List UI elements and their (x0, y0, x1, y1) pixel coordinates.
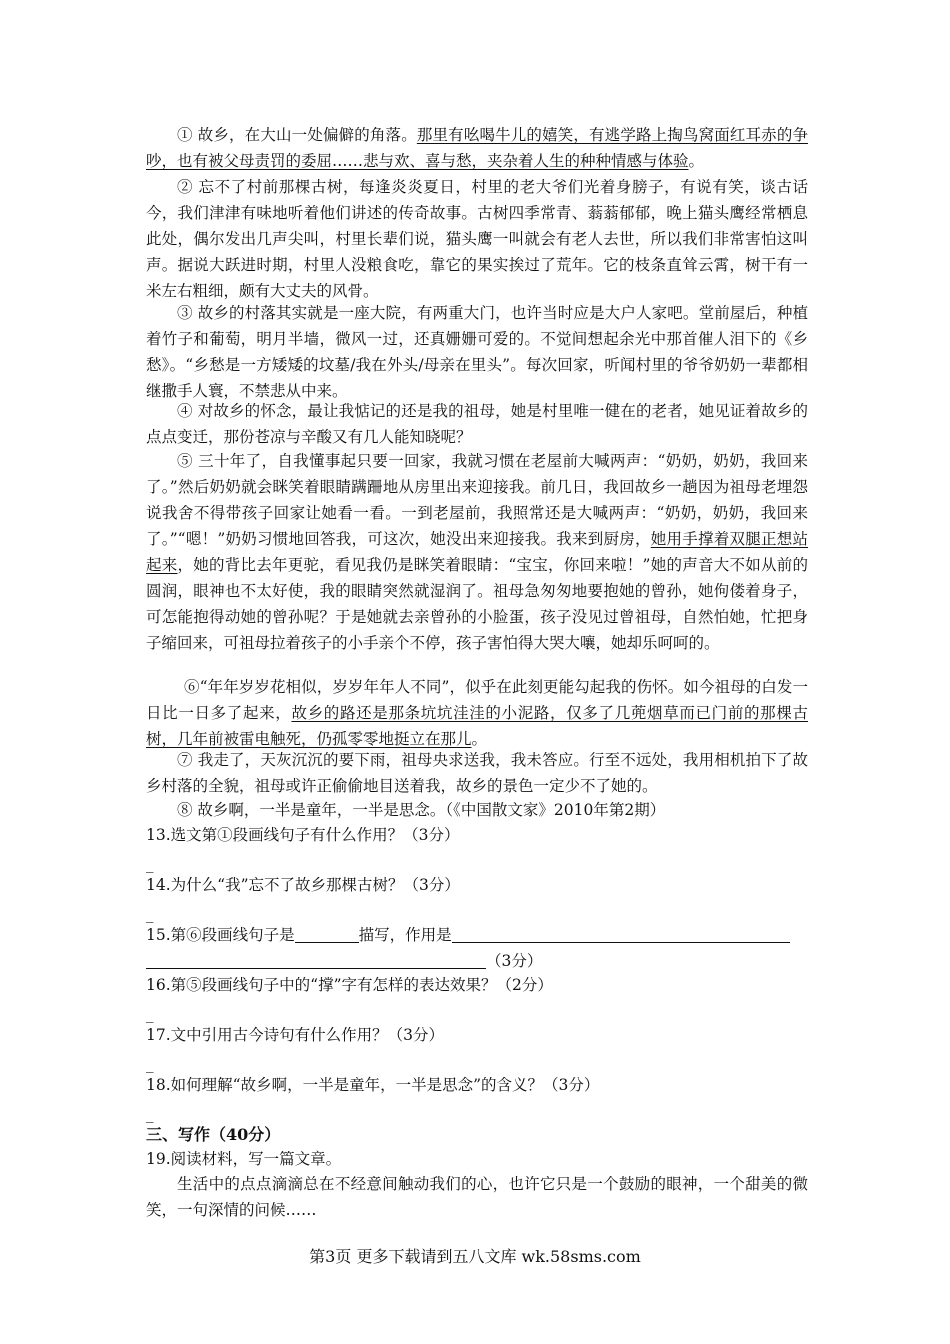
paragraph-1 (146, 122, 808, 174)
answer-blank-15b[interactable] (452, 924, 790, 943)
paragraph-3: ③ 故乡的村落其实就是一座大院，有两重大门，也许当时应是大户人家吧。堂前屋后，种植着竹子和葡萄，明月半墙，微风一过，还真姗姗可爱的。不觉间想起余光中那首催人泪下的《乡愁》。“乡愁是一方矮矮的坟墓/我在外头/母亲在里头”。每次回家，听闻村里的爷爷奶奶一辈都相继撒手人寰，不禁悲从中来。 (146, 304, 808, 400)
paragraph-6 (146, 674, 808, 752)
paragraph-7: ⑦ 我走了，天灰沉沉的要下雨，祖母央求送我，我未答应。行至不远处，我用相机拍下了故乡村落的全貌，祖母或许正偷偷地目送着我，故乡的景色一定少不了她的。 (146, 751, 808, 795)
paragraph-6-end: 。 (471, 730, 488, 748)
question-13: 13.选文第①段画线句子有什么作用？（3分） (146, 826, 460, 844)
answer-mark-16: _ (146, 1005, 154, 1023)
paragraph-5-end: ，她的背比去年更驼，看见我仍是眯笑着眼睛：“宝宝，你回来啦！”她的声音大不如从前的圆润，眼神也不太好使，我的眼睛突然就湿润了。祖母急匆匆地要抱她的曾孙，她佝偻着身子，可怎能抱得动她的曾孙呢？于是她就去亲曾孙的小脸蛋，孩子没见过曾祖母，自然怕她，忙把身子缩回来，可祖母拉着孩子的小手亲个不停，孩子害怕得大哭大嚷，她却乐呵呵的。 (146, 556, 808, 652)
question-15-part-a: 15.第⑥段画线句子是 (146, 926, 295, 944)
question-17: 17.文中引用古今诗句有什么作用？（3分） (146, 1026, 445, 1044)
writing-material: 生活中的点点滴滴总在不经意间触动我们的心，也许它只是一个鼓励的眼神，一个甜美的微笑，一句深情的问候…… (146, 1175, 808, 1219)
answer-blank-15c[interactable] (146, 950, 486, 969)
answer-mark-18: _ (146, 1105, 154, 1123)
question-14: 14.为什么“我”忘不了故乡那棵古树？（3分） (146, 876, 460, 894)
paragraph-1-text: ① 故乡，在大山一处偏僻的角落。 (177, 126, 417, 144)
answer-mark-14: _ (146, 905, 154, 923)
paragraph-5-text: ⑤ 三十年了，自我懂事起只要一回家，我就习惯在老屋前大喊两声：“奶奶，奶奶，我回来了。”然后奶奶就会眯笑着眼睛蹒跚地从房里出来迎接我。前几日，我回故乡一趟因为祖母老埋怨说我舍不得带孩子回家让她看一看。一到老屋前，我照常还是大喊两声：“奶奶，奶奶，我回来了。”“嗯！”奶奶习惯地回答我，可这次，她没出来迎接我。我来到厨房， (146, 452, 808, 548)
paragraph-2: ② 忘不了村前那棵古树，每逢炎炎夏日，村里的老大爷们光着身膀子，有说有笑，谈古话今，我们津津有味地听着他们讲述的传奇故事。古树四季常青、蓊蓊郁郁，晚上猫头鹰经常栖息此处，偶尔发出几声尖叫，村里长辈们说，猫头鹰一叫就会有老人去世，所以我们非常害怕这叫声。据说大跃进时期，村里人没粮食吃，靠它的果实挨过了荒年。它的枝条直耸云霄，树干有一米左右粗细，颇有大丈夫的风骨。 (146, 178, 808, 300)
writing-section-heading: 三、写作（40分） (146, 1125, 281, 1144)
answer-blank-15a[interactable] (295, 924, 359, 943)
question-16: 16.第⑤段画线句子中的“撑”字有怎样的表达效果？（2分） (146, 976, 553, 994)
paragraph-6-underlined: 故乡的路还是那条坑坑洼洼的小泥路，仅多了几蔸烟草而已门前的那棵古树，几年前被雷电触死，仍孤零零地挺立在那儿 (146, 704, 808, 748)
paragraph-1-underlined: 那里有吆喝牛儿的嬉笑，有逃学路上掏鸟窝面红耳赤的争吵，也有被父母责罚的委屈……悲与欢、喜与愁，夹杂着人生的种种情感与体验 (146, 126, 808, 170)
question-15 (146, 922, 808, 974)
paragraph-8: ⑧ 故乡啊，一半是童年，一半是思念。（《中国散文家》2010年第2期） (177, 801, 666, 819)
paragraph-1-end: 。 (688, 152, 705, 170)
question-19: 19.阅读材料，写一篇文章。 (146, 1150, 342, 1168)
question-18: 18.如何理解“故乡啊，一半是童年，一半是思念”的含义？（3分） (146, 1076, 600, 1094)
paragraph-5 (146, 448, 808, 656)
page-footer: 第3页 更多下载请到五八文库 wk.58sms.com (309, 1247, 641, 1266)
paragraph-4: ④ 对故乡的怀念，最让我惦记的还是我的祖母，她是村里唯一健在的老者，她见证着故乡的点点变迁，那份苍凉与辛酸又有几人能知晓呢？ (146, 402, 808, 446)
paragraph-5-underlined: 她用手撑着双腿正想站起来 (146, 530, 808, 574)
answer-mark-13: _ (146, 855, 154, 873)
question-15-score: （3分） (486, 952, 543, 970)
paragraph-6-text: ⑥“年年岁岁花相似，岁岁年年人不同”，似乎在此刻更能勾起我的伤怀。如今祖母的白发一日比一日多了起来， (146, 678, 808, 722)
answer-mark-17: _ (146, 1055, 154, 1073)
question-15-part-b: 描写，作用是 (358, 926, 452, 944)
